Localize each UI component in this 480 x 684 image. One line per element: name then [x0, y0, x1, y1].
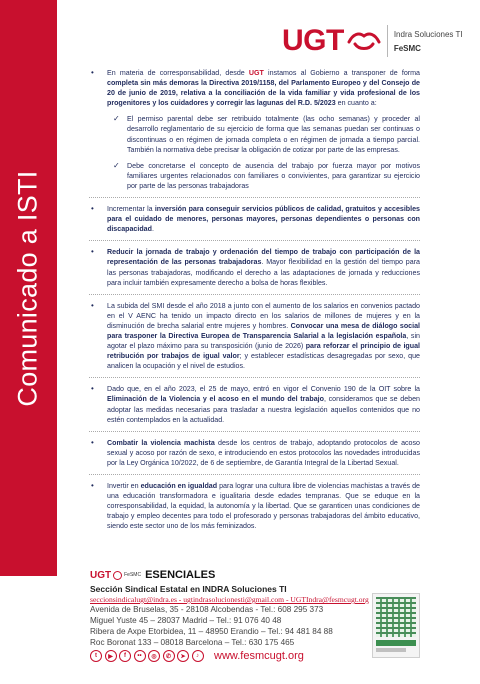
divider	[89, 240, 420, 241]
bullet-icon: •	[91, 300, 94, 310]
bullet-icon: •	[91, 68, 94, 77]
footer-email-links[interactable]: seccionsindicalugt@indra.es - ugtindrasolucionesti@gmail.com - UGTIndra@fesmcugt.org	[90, 595, 369, 604]
check-icon: ✓	[113, 114, 120, 124]
sidebar-title: Comunicado a ISTI	[13, 169, 43, 407]
list-item: • Invertir en educación en igualdad para lograr una cultura libre de violencias machistas a través de una educación transformadora e igualitaria desde edades tempranas. Que se eduque en la corresponsabilidad, la equidad, la autonomía y la libertad. Que se garanticen unas condiciones de trabajo y empleo decentes para todo el profesorado y personas trabajadoras del ámbito educativo, siendo este sector uno de los más feminizados.	[91, 481, 420, 531]
qr-code-image	[372, 593, 420, 658]
divider	[89, 197, 420, 198]
divider	[89, 431, 420, 432]
ugt-indra-logo	[282, 22, 463, 60]
divider	[89, 294, 420, 295]
footer-address: Ribera de Axpe Etorbidea, 11 – 48950 Erandio – Tel.: 94 481 84 88	[90, 627, 333, 636]
logo-divider	[387, 25, 388, 57]
social-links	[90, 650, 420, 662]
inline-brand: UGT	[248, 69, 264, 77]
website-link[interactable]: www.fesmcugt.org	[214, 650, 304, 662]
bullet-icon: •	[91, 384, 94, 394]
footer-address: Avenida de Bruselas, 35 - 28108 Alcobendas - Tel.: 608 295 373	[90, 605, 324, 614]
instagram-icon[interactable]: ◎	[148, 650, 160, 662]
sub-item: ✓ El permiso parental debe ser retribuido totalmente (las ocho semanas) y proceder al desarrollo reglamentario de su ejercicio de forma que las semanas puedan ser continuas o discontinuas o en régimen de jornada completa o en régimen de jornada a tiempo parcial. También la normativa debe precisar la obligación de cotizar por parte de las empresas.	[113, 114, 420, 154]
whatsapp-icon[interactable]: ✆	[163, 650, 175, 662]
footer-section-title: Sección Sindical Estatal en INDRA Soluciones TI	[90, 584, 287, 594]
footer-federation: FeSMC	[124, 571, 142, 578]
logo-federation: FeSMC	[393, 43, 421, 53]
youtube-icon[interactable]: ▶	[105, 650, 117, 662]
footer-esenciales: ESENCIALES	[145, 569, 216, 581]
footer-brand: UGT	[90, 569, 112, 581]
list-item: • Dado que, en el año 2023, el 25 de mayo, entró en vigor el Convenio 190 de la OIT sobre la Eliminación de la Violencia y el acoso en el mundo del trabajo, consideramos que se deben adoptar las medidas necesarias para trasladar a nuestra legislación aquellos contenidos que no estén contemplados en la actualidad.	[91, 384, 420, 424]
divider	[89, 474, 420, 475]
list-item: • Reducir la jornada de trabajo y ordenación del tiempo de trabajo con participación de la representación de las personas trabajadoras. Mayor flexibilidad en la gestión del tiempo para las personas trabajadoras, modificando el derecho a las adaptaciones de jornada y reducciones para incluir también expresamente derecho a bolsa de horas flexibles.	[91, 247, 420, 287]
sub-item: ✓ Debe concretarse el concepto de ausencia del trabajo por fuerza mayor por motivos familiares urgentes relacionados con familiares o convivientes, para garantizar su ejercicio por parte de las personas trabajadoras	[113, 160, 420, 190]
tiktok-icon[interactable]: ♪	[192, 650, 204, 662]
handshake-icon	[347, 28, 381, 54]
sidebar	[0, 0, 63, 684]
divider	[89, 377, 420, 378]
ugt-emblem-icon	[113, 571, 122, 580]
flickr-icon[interactable]: ••	[134, 650, 146, 662]
bullet-icon: •	[91, 437, 94, 447]
check-icon: ✓	[113, 160, 120, 170]
footer-logo	[90, 568, 420, 582]
footer	[90, 568, 420, 662]
list-item: • La subida del SMI desde el año 2018 a junto con el aumento de los salarios en convenios pactado en el V AENC ha tenido un impacto directo en los salarios de millones de mujeres y en la disminución de brecha salarial entre mujeres y hombres. Convocar una mesa de diálogo social para trasponer la Directiva Europea de Transparencia Salarial a la legislación española, sin agotar el plazo máximo para su transposición (junio de 2026) para reforzar el principio de igual retribución por trabajos de igual valor; y establecer estadísticas desagregadas por sexo, que analicen la ocupación y el nivel de estudios.	[91, 300, 421, 371]
bullet-icon: •	[91, 204, 94, 214]
list-item: • Incrementar la inversión para conseguir servicios públicos de calidad, gratuitos y accesibles para el cuidado de menores, personas mayores, personas dependientes o personas con discapacidad.	[91, 204, 420, 234]
footer-address: Roc Boronat 133 – 08018 Barcelona – Tel.: 630 175 465	[90, 638, 295, 647]
bullet-icon: •	[91, 481, 94, 490]
main-content	[89, 68, 420, 531]
list-item: • Combatir la violencia machista desde los centros de trabajo, adoptando protocolos de acoso sexual y acoso por razón de sexo, e introduciendo en estos protocolos las novedades introducidas por la Ley Orgánica 10/2022, de 6 de septiembre, de Garantía Integral de la Libertad Sexual.	[91, 437, 420, 467]
footer-address: Miguel Yuste 45 – 28037 Madrid – Tel.: 91 076 40 48	[90, 616, 282, 625]
logo-brand: UGT	[282, 24, 344, 57]
list-item: • En materia de corresponsabilidad, desde UGT instamos al Gobierno a transponer de forma completa sin más demoras la Directiva 2019/1158, del Parlamento Europeo y del Consejo de 20 de junio de 2019, relativa a la conciliación de la vida familiar y vida profesional de los progenitores y los cuidadores y corregir las lagunas del R.D. 5/2023 en cuanto a: ✓ El permiso parental debe ser retribuido totalmente (las ocho semanas) y proceder al desarrollo reglamentario de su ejercicio de forma que las semanas puedan ser continuas o discontinuas o en régimen de jornada completa o en régimen de jornada a tiempo parcial. También la normativa debe precisar la obligación de cotizar por parte de las empresas. ✓ Debe concretarse el concepto de ausencia del trabajo por fuerza mayor por motivos familiares urgentes relacionados con familiares o convivientes, para garantizar su ejercicio por parte de las personas trabajadoras	[91, 68, 420, 190]
telegram-icon[interactable]: ➤	[177, 650, 189, 662]
facebook-icon[interactable]: f	[119, 650, 131, 662]
logo-company: Indra Soluciones TI	[393, 29, 463, 39]
bullet-icon: •	[91, 247, 94, 257]
twitter-icon[interactable]: t	[90, 650, 102, 662]
